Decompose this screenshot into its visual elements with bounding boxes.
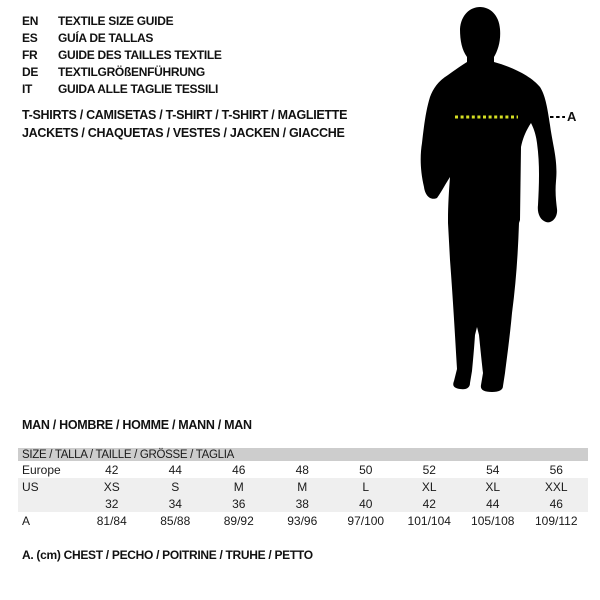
table-cell: XS bbox=[103, 479, 120, 494]
language-label: GUIDA ALLE TAGLIE TESSILI bbox=[58, 81, 219, 96]
language-code: DE bbox=[22, 64, 39, 79]
table-cell: 36 bbox=[232, 496, 246, 511]
measurement-label-a: A bbox=[567, 109, 577, 124]
language-code: EN bbox=[22, 13, 39, 28]
table-cell: 101/104 bbox=[407, 513, 451, 528]
table-cell: 32 bbox=[105, 496, 119, 511]
language-label: GUÍA DE TALLAS bbox=[58, 30, 154, 45]
table-row-chest-a bbox=[18, 512, 588, 529]
garment-types bbox=[22, 106, 347, 142]
row-label: A bbox=[22, 513, 31, 528]
language-label: TEXTILGRÖßENFÜHRUNG bbox=[58, 64, 205, 79]
man-silhouette bbox=[400, 5, 580, 395]
row-label: Europe bbox=[22, 462, 61, 477]
garment-line-jackets: JACKETS / CHAQUETAS / VESTES / JACKEN / GIACCHE bbox=[22, 126, 345, 140]
table-cell: 46 bbox=[549, 496, 563, 511]
language-code: FR bbox=[22, 47, 38, 62]
size-table bbox=[18, 448, 588, 529]
table-cell: 44 bbox=[486, 496, 500, 511]
size-table-header: SIZE / TALLA / TAILLE / GRÖSSE / TAGLIA bbox=[18, 448, 588, 461]
table-cell: 93/96 bbox=[287, 513, 318, 528]
language-label: TEXTILE SIZE GUIDE bbox=[58, 13, 174, 28]
list-item bbox=[22, 46, 222, 63]
language-code: IT bbox=[22, 81, 33, 96]
list-item bbox=[22, 29, 222, 46]
table-cell: 40 bbox=[359, 496, 373, 511]
table-cell: 48 bbox=[295, 462, 309, 477]
table-cell: 85/88 bbox=[160, 513, 191, 528]
table-cell: 81/84 bbox=[96, 513, 127, 528]
man-figure bbox=[400, 5, 600, 395]
chest-footnote: A. (cm) CHEST / PECHO / POITRINE / TRUHE / PETTO bbox=[22, 548, 313, 562]
list-item bbox=[22, 63, 222, 80]
table-cell: 42 bbox=[105, 462, 119, 477]
table-cell: 54 bbox=[486, 462, 500, 477]
table-cell: 44 bbox=[168, 462, 182, 477]
list-item bbox=[22, 12, 222, 29]
table-cell: M bbox=[297, 479, 308, 494]
garment-line-tshirts: T-SHIRTS / CAMISETAS / T-SHIRT / T-SHIRT / MAGLIETTE bbox=[22, 108, 348, 122]
table-row-alt-sizes bbox=[18, 495, 588, 512]
table-cell: 89/92 bbox=[223, 513, 254, 528]
row-label: US bbox=[22, 479, 39, 494]
table-cell: 38 bbox=[295, 496, 309, 511]
table-row-us bbox=[18, 478, 588, 495]
table-cell: 56 bbox=[549, 462, 563, 477]
table-cell: 42 bbox=[422, 496, 436, 511]
section-title-man: MAN / HOMBRE / HOMME / MANN / MAN bbox=[22, 418, 252, 432]
language-list bbox=[22, 12, 222, 97]
table-cell: 105/108 bbox=[471, 513, 515, 528]
table-cell: M bbox=[233, 479, 244, 494]
table-cell: 109/112 bbox=[535, 513, 578, 528]
table-cell: 50 bbox=[359, 462, 373, 477]
table-cell: 34 bbox=[168, 496, 182, 511]
table-cell: 46 bbox=[232, 462, 246, 477]
table-cell: L bbox=[362, 479, 370, 494]
table-cell: 97/100 bbox=[347, 513, 385, 528]
list-item bbox=[22, 80, 222, 97]
table-cell: S bbox=[171, 479, 180, 494]
language-label: GUIDE DES TAILLES TEXTILE bbox=[58, 47, 222, 62]
table-row-europe bbox=[18, 461, 588, 478]
table-cell: 52 bbox=[422, 462, 436, 477]
language-code: ES bbox=[22, 30, 38, 45]
table-cell: XL bbox=[485, 479, 501, 494]
table-cell: XXL bbox=[544, 479, 568, 494]
table-cell: XL bbox=[421, 479, 437, 494]
